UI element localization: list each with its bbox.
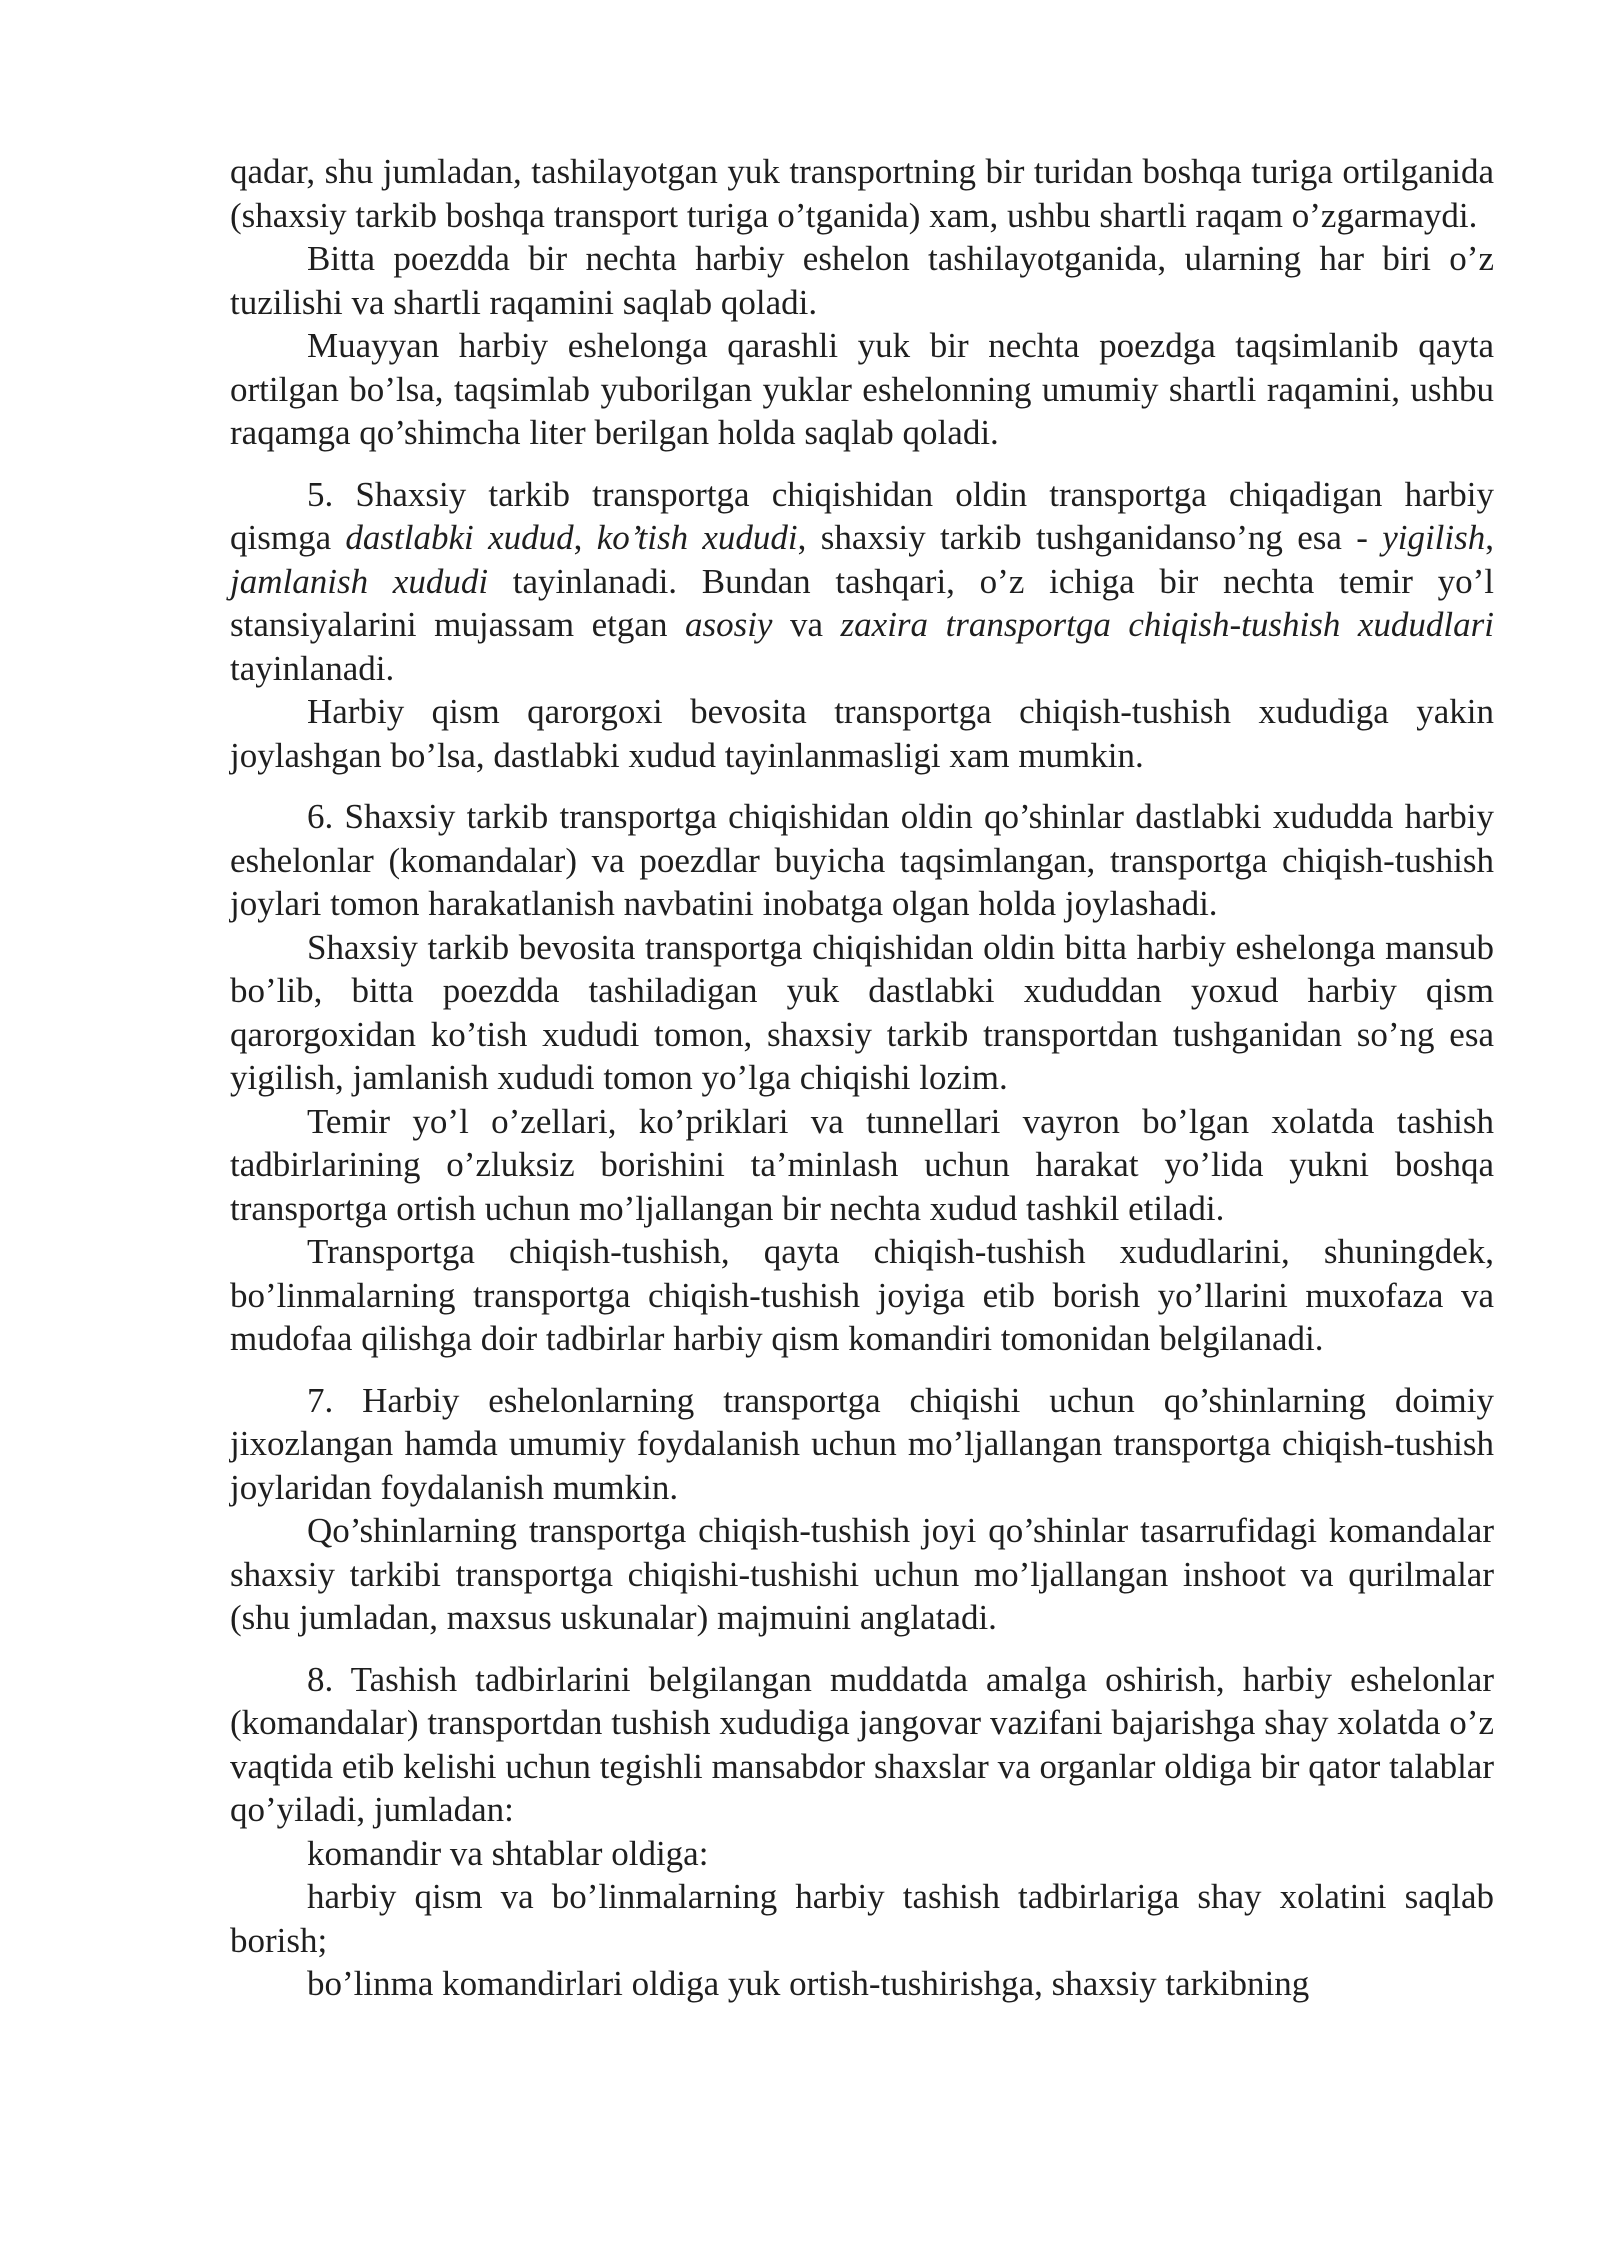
italic-term: yigilish xyxy=(1382,518,1486,557)
text-run: tayinlanadi. Bundan tashqari, o’z ichiga bir nechta temir yo’l stansiyalarini mujassam etgan xyxy=(230,561,1494,644)
paragraph-9: Transportga chiqish-tushish, qayta chiqish-tushish xududlarini, shuningdek, bo’linmalarning transportga chiqish-tushish joyiga etib borish yo’llarini muxofaza va mudofaa qilishga doir tadbirlar harbiy qism komandiri tomonidan belgilanadi. xyxy=(230,1232,1494,1358)
paragraph-3: Muayyan harbiy eshelonga qarashli yuk bir nechta poezdga taqsimlanib qayta ortilgan bo’lsa, taqsimlab yuborilgan yuklar eshelonning umumiy shartli raqamini, ushbu raqamga qo’shimcha liter berilgan holda saqlab qoladi. xyxy=(230,326,1494,452)
paragraph-10: 7. Harbiy eshelonlarning transportga chiqishi uchun qo’shinlarning doimiy jixozlangan hamda umumiy foydalanish uchun mo’ljallangan transportga chiqish-tushish joylaridan foydalanish mumkin. xyxy=(230,1380,1494,1507)
paragraph-1: qadar, shu jumladan, tashilayotgan yuk transportning bir turidan boshqa turiga ortilganida (shaxsiy tarkib boshqa transport turiga o’tganida) xam, ushbu shartli raqam o’zgarmaydi. xyxy=(230,152,1494,235)
paragraph-4 xyxy=(230,473,1494,691)
paragraph-8: Temir yo’l o’zellari, ko’priklari va tunnellari vayron bo’lgan xolatda tashish tadbirlarining o’zluksiz borishini ta’minlash uchun harakat yo’lida yukni boshqa transportga ortish uchun mo’ljallangan bir nechta xudud tashkil etiladi. xyxy=(230,1101,1494,1228)
paragraph-5: Harbiy qism qarorgoxi bevosita transportga chiqish-tushish xududiga yakin joylashgan bo’lsa, dastlabki xudud tayinlanmasligi xam mumkin. xyxy=(230,692,1494,775)
paragraph-12: 8. Tashish tadbirlarini belgilangan muddatda amalga oshirish, harbiy eshelonlar (komandalar) transportdan tushish xududiga jangovar vazifani bajarishga shay xolatda o’z vaqtida etib kelishi uchun tegishli mansabdor shaxslar va organlar oldiga bir qator talablar qo’yiladi, jumladan: xyxy=(230,1659,1494,1829)
paragraph-6: 6. Shaxsiy tarkib transportga chiqishidan oldin qo’shinlar dastlabki xududda harbiy eshelonlar (komandalar) va poezdlar buyicha taqsimlangan, transportga chiqish-tushish joylari tomon harakatlanish navbatini inobatga olgan holda joylashadi. xyxy=(230,797,1494,923)
paragraph-14: harbiy qism va bo’linmalarning harbiy tashish tadbirlariga shay xolatini saqlab borish; xyxy=(230,1877,1494,1960)
paragraph-13: komandir va shtablar oldiga: xyxy=(307,1833,709,1873)
paragraph-15: bo’linma komandirlari oldiga yuk ortish-tushirishga, shaxsiy tarkibning xyxy=(307,1964,1310,2003)
italic-term: asosiy xyxy=(684,605,773,644)
text-run: , xyxy=(573,518,597,557)
italic-term: jamlanish xududi xyxy=(230,561,489,601)
text-run: , xyxy=(1485,518,1495,557)
italic-term: ko’tish xududi xyxy=(596,518,798,557)
text-run: 5. Shaxsiy tarkib transportga chiqishidan oldin transportga chiqadigan harbiy qismga xyxy=(230,474,1494,557)
paragraph-2: Bitta poezdda bir nechta harbiy eshelon tashilayotganida, ularning har biri o’z tuzilishi va shartli raqamini saqlab qoladi. xyxy=(230,239,1494,322)
text-run: tayinlanadi. xyxy=(230,648,395,688)
italic-term: dastlabki xudud xyxy=(345,518,574,557)
paragraph-11: Qo’shinlarning transportga chiqish-tushish joyi qo’shinlar tasarrufidagi komandalar shaxsiy tarkibi transportga chiqishi-tushishi uchun mo’ljallangan inshoot va qurilmalar (shu jumladan, maxsus uskunalar) majmuini anglatadi. xyxy=(230,1511,1494,1637)
text-run: , shaxsiy tarkib tushganidanso’ng esa - xyxy=(797,518,1383,557)
italic-term: zaxira transportga chiqish-tushish xududlari xyxy=(840,605,1494,644)
paragraph-7: Shaxsiy tarkib bevosita transportga chiqishidan oldin bitta harbiy eshelonga mansub bo’lib, bitta poezdda tashiladigan yuk dastlabki xududdan yoxud harbiy qism qarorgoxidan ko’tish xududi tomon, shaxsiy tarkib transportdan tushganidan so’ng esa yigilish, jamlanish xududi tomon yo’lga chiqishi lozim. xyxy=(230,927,1494,1097)
document-page xyxy=(230,150,1494,2006)
text-run: va xyxy=(772,605,841,644)
